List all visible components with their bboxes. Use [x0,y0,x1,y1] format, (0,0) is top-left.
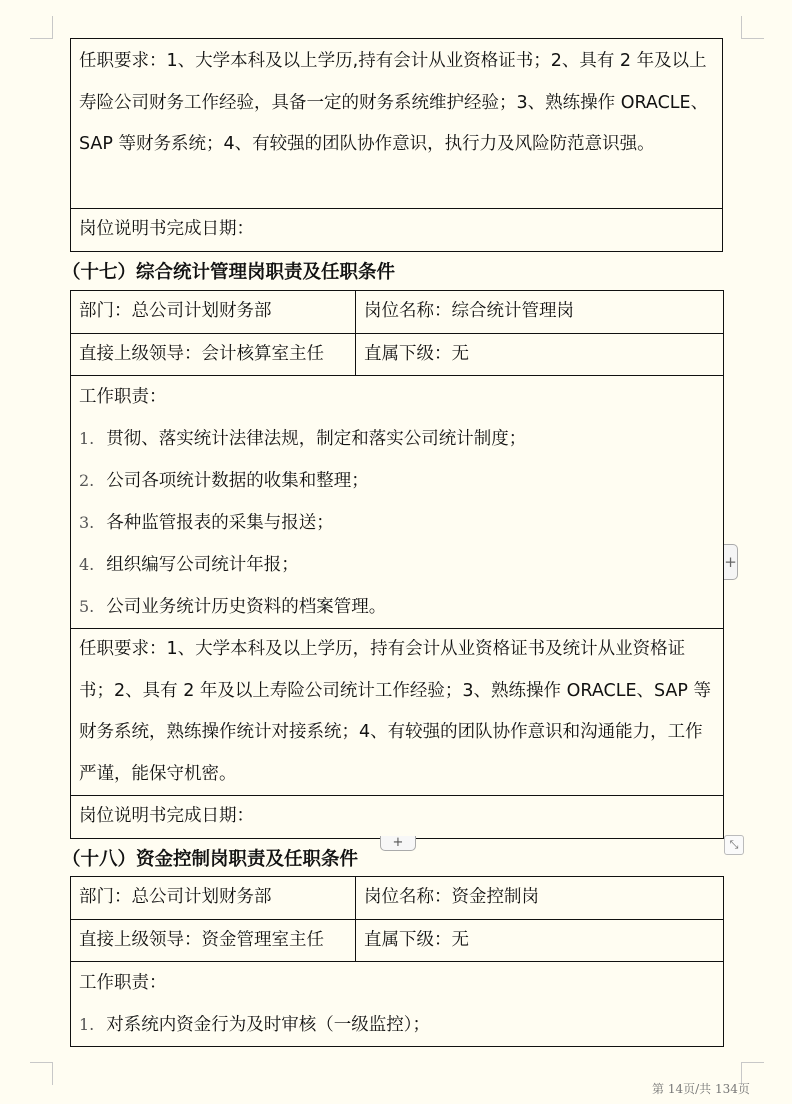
position-text: 岗位名称：资金控制岗 [364,887,539,907]
list-number: 5. [79,597,95,616]
supervisor-text: 直接上级领导：会计核算室主任 [79,343,324,364]
resize-icon: ⤡ [729,838,739,851]
plus-icon: + [392,835,404,850]
completion-date-cell[interactable] [71,209,723,252]
duties-label: 工作职责： [79,973,167,993]
duty-text: 贯彻、落实统计法律法规，制定和落实公司统计制度； [106,429,527,449]
subordinate-cell[interactable] [356,919,724,962]
completion-date-cell[interactable] [71,796,724,839]
duty-item [79,460,715,502]
requirements-text: 任职要求：1、大学本科及以上学历，持有会计从业资格证书及统计从业资格证书；2、具有 2 年及以上寿险公司统计工作经验；3、熟练操作 ORACLE、SAP 等财务系统，熟练操作统计对接系统；4、有较强的团队协作意识和沟通能力，工作严谨，能保守机密。 [79,639,712,784]
subordinate-text: 直属下级：无 [364,343,469,364]
section-18-table [70,876,724,1047]
supervisor-cell[interactable] [71,333,356,376]
subordinate-cell[interactable] [356,333,724,376]
duties-cell[interactable] [71,376,724,629]
duty-item [79,502,715,544]
supervisor-cell[interactable] [71,919,356,962]
table-resize-handle[interactable] [724,835,744,855]
list-number: 2. [79,471,95,490]
section-17-table [70,290,724,839]
list-number: 4. [79,555,95,574]
position-text: 岗位名称：综合统计管理岗 [364,301,574,321]
list-number: 3. [79,513,95,532]
section-18-heading: （十八）资金控制岗职责及任职条件 [62,849,359,870]
department-text: 部门：总公司计划财务部 [79,301,272,321]
duty-item [79,418,715,460]
position-cell[interactable] [356,291,724,334]
department-text: 部门：总公司计划财务部 [79,887,272,907]
duties-label: 工作职责： [79,387,167,407]
plus-icon: + [724,553,737,571]
duty-item [79,586,715,628]
add-column-button[interactable] [724,544,738,580]
prev-section-table [70,38,723,252]
requirements-cell[interactable] [71,629,724,796]
department-cell[interactable] [71,877,356,920]
requirements-cell[interactable] [71,39,723,209]
completion-date-label: 岗位说明书完成日期： [79,806,254,826]
duty-text: 各种监管报表的采集与报送； [106,513,334,533]
duty-text: 组织编写公司统计年报； [106,555,299,575]
requirements-text: 任职要求：1、大学本科及以上学历,持有会计从业资格证书；2、具有 2 年及以上寿险公司财务工作经验，具备一定的财务系统维护经验；3、熟练操作 ORACLE、SAP 等财务系统；4、有较强的团队协作意识，执行力及风险防范意识强。 [79,51,709,154]
list-number: 1. [79,429,95,448]
completion-date-label: 岗位说明书完成日期： [79,219,254,239]
department-cell[interactable] [71,291,356,334]
page-corner-mark [741,16,764,39]
page-corner-mark [30,16,53,39]
page-corner-mark [30,1062,53,1085]
duty-item [79,544,715,586]
subordinate-text: 直属下级：无 [364,929,469,950]
duty-text: 对系统内资金行为及时审核（一级监控）； [106,1015,431,1035]
position-cell[interactable] [356,877,724,920]
section-17-heading: （十七）综合统计管理岗职责及任职条件 [62,262,396,283]
duty-item [79,1004,715,1046]
duties-cell[interactable] [71,962,724,1047]
add-row-button[interactable] [380,836,416,851]
supervisor-text: 直接上级领导：资金管理室主任 [79,929,324,950]
list-number: 1. [79,1015,95,1034]
duty-text: 公司业务统计历史资料的档案管理。 [106,597,387,617]
duty-text: 公司各项统计数据的收集和整理； [106,471,369,491]
page-number-footer: 第 14页/共 134页 [652,1082,750,1096]
